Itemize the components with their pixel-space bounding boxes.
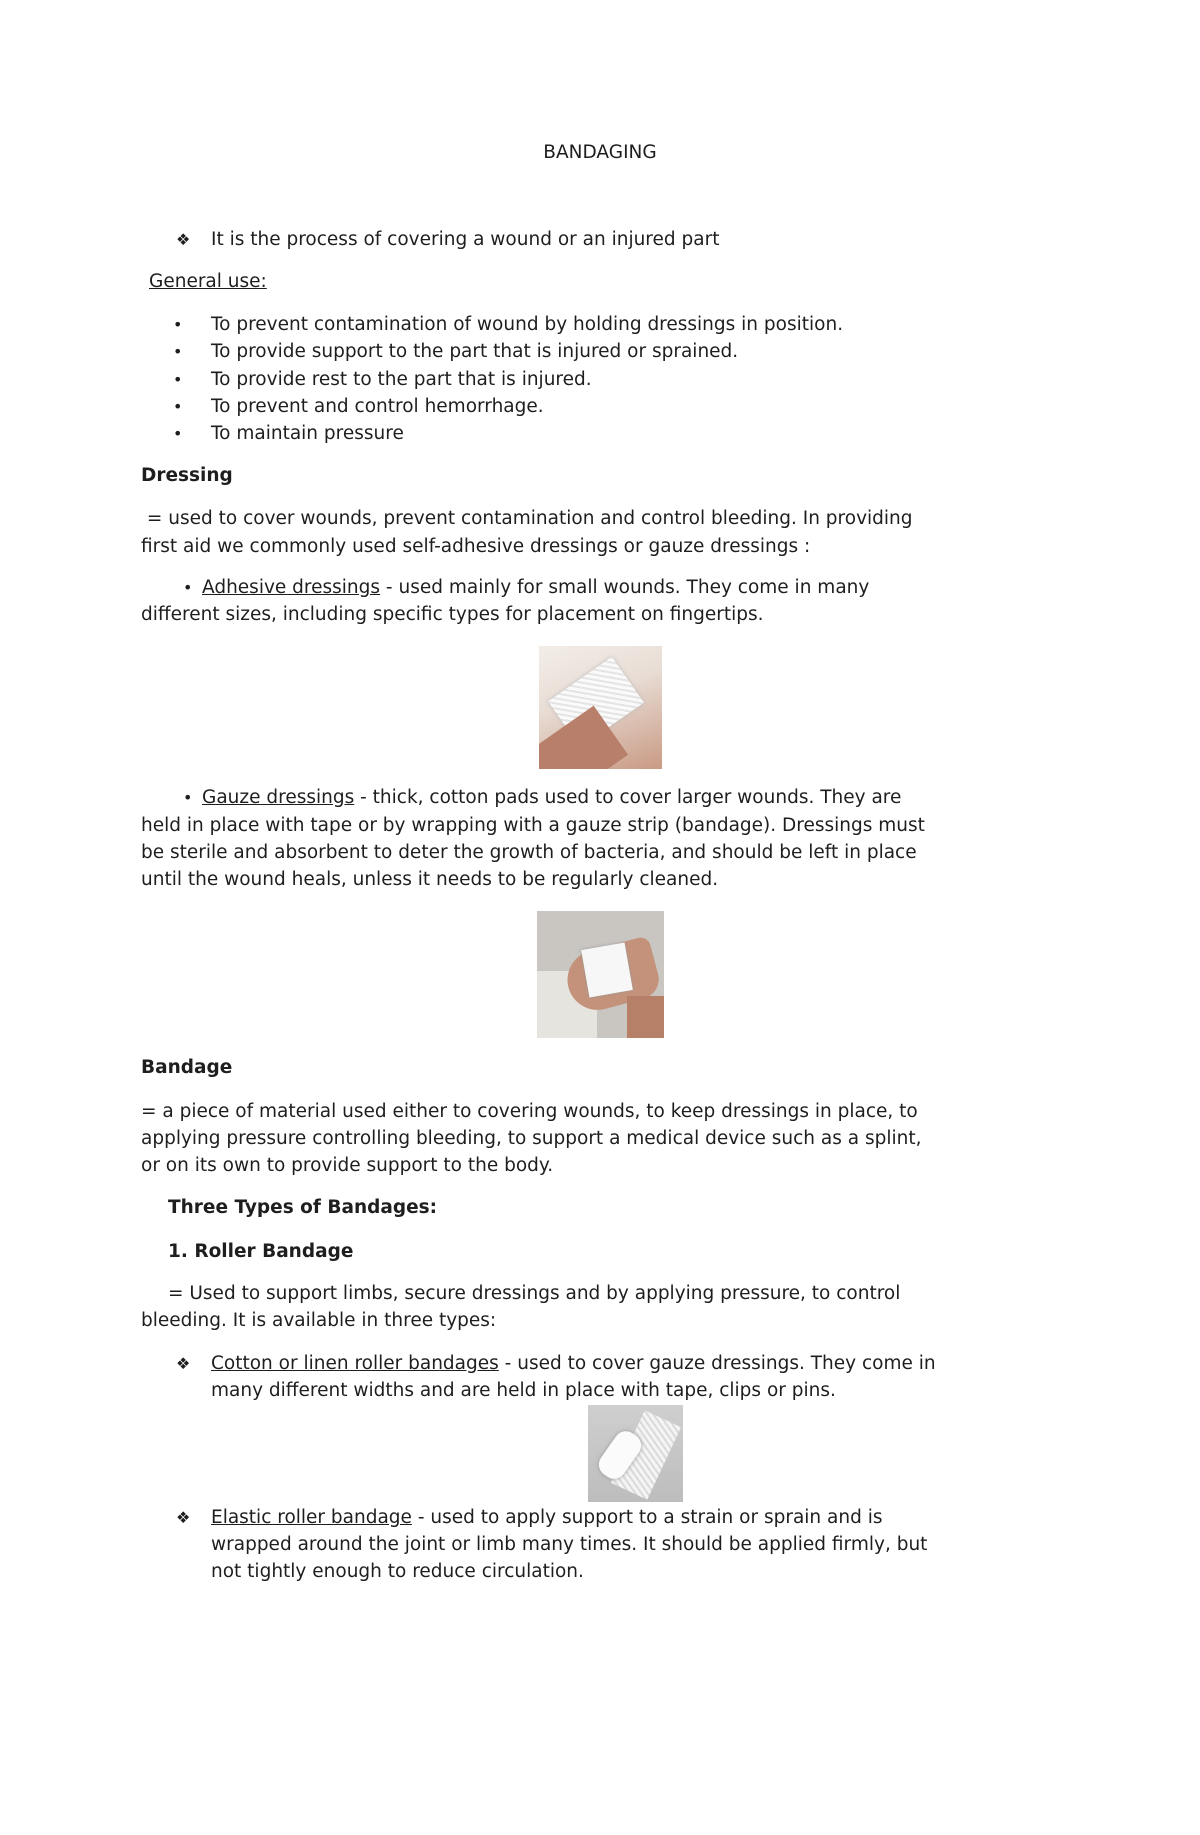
bullet-icon: • — [173, 342, 183, 361]
gauze-dressings-desc: held in place with tape or by wrapping with a gauze strip (bandage). Dressings must — [141, 815, 925, 836]
adhesive-dressing-image — [539, 646, 662, 769]
adhesive-dressings-desc: - used mainly for small wounds. They come in many — [380, 577, 870, 598]
bandage-heading: Bandage — [141, 1057, 233, 1078]
bandage-text: = a piece of material used either to covering wounds, to keep dressings in place, to — [141, 1101, 918, 1122]
adhesive-dressings-item — [202, 577, 869, 599]
bullet-icon: • — [183, 788, 193, 807]
page-title: BANDAGING — [543, 142, 657, 163]
cotton-roller-item — [211, 1353, 936, 1375]
adhesive-dressings-desc: different sizes, including specific types for placement on fingertips. — [141, 604, 764, 625]
dressing-text: = used to cover wounds, prevent contamination and control bleeding. In providing — [141, 508, 913, 529]
list-item: To maintain pressure — [211, 423, 404, 444]
gauze-dressings-item — [202, 787, 901, 809]
list-item: To prevent contamination of wound by holding dressings in position. — [211, 314, 844, 335]
list-item: To provide rest to the part that is injured. — [211, 369, 592, 390]
elastic-roller-desc: wrapped around the joint or limb many times. It should be applied firmly, but — [211, 1534, 928, 1555]
general-use-heading: General use: — [149, 271, 267, 292]
gauze-dressings-term: Gauze dressings — [202, 787, 355, 808]
bandage-text: applying pressure controlling bleeding, to support a medical device such as a splint, — [141, 1128, 922, 1149]
diamond-bullet-icon: ❖ — [176, 1508, 191, 1527]
gauze-dressing-image — [537, 911, 664, 1038]
gauze-dressings-desc: be sterile and absorbent to deter the growth of bacteria, and should be left in place — [141, 842, 917, 863]
list-item: To provide support to the part that is injured or sprained. — [211, 341, 739, 362]
roller-bandage-text: = Used to support limbs, secure dressings and by applying pressure, to control — [168, 1283, 901, 1304]
elastic-roller-term: Elastic roller bandage — [211, 1507, 412, 1528]
bandage-text: or on its own to provide support to the body. — [141, 1155, 554, 1176]
elastic-roller-desc: - used to apply support to a strain or sprain and is — [411, 1507, 883, 1528]
dressing-text: first aid we commonly used self-adhesive dressings or gauze dressings : — [141, 536, 811, 557]
roller-bandage-image — [588, 1405, 683, 1502]
cotton-roller-desc: - used to cover gauze dressings. They come in — [498, 1353, 936, 1374]
bullet-icon: • — [173, 315, 183, 334]
gauze-dressings-desc: - thick, cotton pads used to cover larger wounds. They are — [354, 787, 902, 808]
bullet-icon: • — [173, 397, 183, 416]
elastic-roller-desc: not tightly enough to reduce circulation. — [211, 1561, 584, 1582]
adhesive-dressings-term: Adhesive dressings — [202, 577, 381, 598]
types-heading: Three Types of Bandages: — [168, 1197, 438, 1218]
diamond-bullet-icon: ❖ — [176, 1354, 191, 1373]
bullet-icon: • — [173, 370, 183, 389]
bullet-icon: • — [183, 578, 193, 597]
bullet-icon: • — [173, 424, 183, 443]
dressing-heading: Dressing — [141, 465, 233, 486]
cotton-roller-desc: many different widths and are held in place with tape, clips or pins. — [211, 1380, 836, 1401]
roller-bandage-heading: 1. Roller Bandage — [168, 1241, 354, 1262]
list-item: To prevent and control hemorrhage. — [211, 396, 544, 417]
diamond-bullet-icon: ❖ — [176, 230, 191, 249]
cotton-roller-term: Cotton or linen roller bandages — [211, 1353, 499, 1374]
elastic-roller-item — [211, 1507, 883, 1529]
intro-text: It is the process of covering a wound or an injured part — [211, 229, 720, 250]
roller-bandage-text: bleeding. It is available in three types: — [141, 1310, 497, 1331]
gauze-dressings-desc: until the wound heals, unless it needs to be regularly cleaned. — [141, 869, 719, 890]
